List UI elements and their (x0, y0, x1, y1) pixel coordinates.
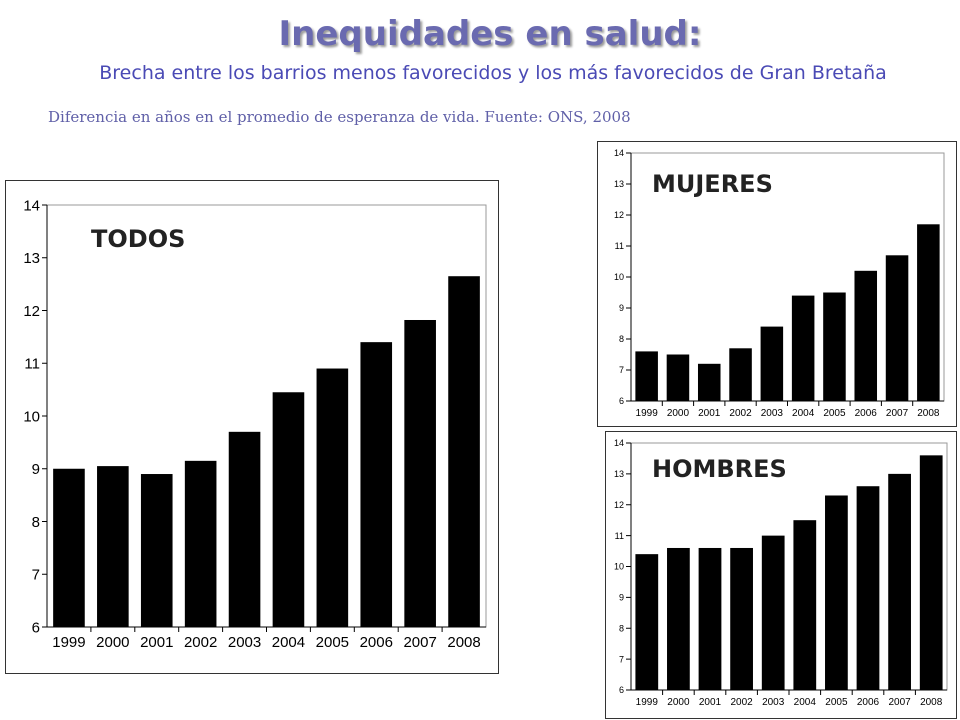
bar-mujeres-2004 (792, 296, 815, 401)
bar-mujeres-2006 (854, 271, 877, 401)
chart-hombres (605, 431, 957, 719)
y-tick-label: 7 (618, 365, 624, 376)
x-tick-label: 2004 (792, 408, 815, 419)
x-tick-label: 2002 (730, 697, 753, 708)
bar-todos-2008 (448, 276, 480, 627)
x-tick-label: 2008 (447, 634, 481, 651)
bar-todos-2003 (229, 432, 261, 627)
bar-todos-2001 (141, 474, 173, 627)
x-tick-label: 2005 (315, 634, 350, 651)
bar-mujeres-2002 (729, 348, 752, 401)
x-tick-label: 2008 (917, 408, 940, 419)
chart-todos-svg (6, 181, 498, 673)
bar-hombres-2006 (857, 486, 880, 690)
y-tick-label: 9 (618, 303, 624, 314)
page-title: Inequidades en salud: (278, 14, 702, 54)
y-tick-label: 10 (23, 408, 40, 426)
y-tick-label: 12 (613, 210, 624, 221)
bar-hombres-2005 (825, 495, 848, 690)
chart-mujeres (597, 141, 957, 427)
x-tick-label: 2006 (854, 408, 877, 419)
chart-mujeres-svg (598, 142, 956, 426)
chart-hombres-svg (606, 432, 956, 718)
bar-todos-2007 (404, 320, 436, 627)
y-tick-label: 8 (31, 513, 40, 531)
x-tick-label: 1999 (635, 697, 658, 708)
y-tick-label: 13 (613, 179, 624, 190)
y-tick-label: 14 (23, 197, 40, 215)
bar-hombres-1999 (635, 554, 658, 690)
x-tick-label: 2001 (698, 408, 721, 419)
x-tick-label: 2000 (96, 634, 130, 651)
x-tick-label: 2007 (403, 634, 437, 651)
chart-label-mujeres: MUJERES (652, 170, 773, 198)
x-tick-label: 2002 (183, 634, 218, 651)
y-tick-label: 6 (618, 685, 624, 696)
x-tick-label: 2003 (760, 408, 783, 419)
x-tick-label: 1999 (635, 408, 658, 419)
x-tick-label: 2008 (920, 697, 943, 708)
bar-hombres-2007 (888, 474, 911, 690)
x-tick-label: 2007 (888, 697, 911, 708)
bar-todos-2002 (185, 461, 217, 627)
y-tick-label: 10 (613, 272, 624, 283)
x-tick-label: 2002 (729, 408, 752, 419)
bar-mujeres-2001 (698, 364, 721, 401)
chart-label-todos: TODOS (91, 225, 186, 253)
bar-mujeres-1999 (635, 351, 658, 401)
y-tick-label: 11 (24, 355, 40, 373)
y-tick-label: 13 (23, 250, 40, 268)
y-tick-label: 8 (618, 334, 624, 345)
y-tick-label: 10 (613, 561, 624, 572)
bar-hombres-2002 (730, 548, 753, 690)
bar-todos-1999 (53, 469, 85, 627)
bar-mujeres-2007 (886, 255, 909, 401)
y-tick-label: 7 (618, 654, 624, 665)
x-tick-label: 2005 (825, 697, 848, 708)
y-tick-label: 11 (614, 241, 624, 252)
bar-hombres-2008 (920, 455, 943, 690)
y-tick-label: 6 (618, 396, 624, 407)
y-tick-label: 11 (614, 530, 624, 541)
x-tick-label: 2006 (856, 697, 880, 708)
y-tick-label: 8 (618, 623, 624, 634)
y-tick-label: 7 (31, 566, 40, 584)
y-tick-label: 13 (613, 469, 624, 480)
y-tick-label: 14 (613, 438, 624, 449)
x-tick-label: 2003 (227, 634, 262, 651)
y-tick-label: 9 (31, 461, 40, 479)
chart-label-hombres: HOMBRES (652, 455, 787, 483)
x-tick-label: 2003 (762, 697, 785, 708)
bar-mujeres-2000 (667, 355, 690, 402)
x-tick-label: 2004 (793, 697, 816, 708)
bar-hombres-2003 (762, 536, 785, 690)
x-tick-label: 1999 (52, 634, 86, 651)
x-tick-label: 2001 (140, 634, 174, 651)
chart-todos (5, 180, 499, 674)
bar-hombres-2000 (667, 548, 690, 690)
bar-todos-2006 (360, 342, 392, 627)
y-tick-label: 12 (613, 499, 624, 510)
y-tick-label: 14 (613, 148, 624, 159)
x-tick-label: 2004 (271, 634, 306, 651)
y-tick-label: 12 (23, 302, 40, 320)
x-tick-label: 2005 (823, 408, 846, 419)
bar-todos-2005 (317, 369, 349, 627)
x-tick-label: 2001 (698, 697, 722, 708)
source-note: Diferencia en años en el promedio de esperanza de vida. Fuente: ONS, 2008 (48, 108, 631, 126)
x-tick-label: 2000 (666, 408, 690, 419)
x-tick-label: 2000 (667, 697, 690, 708)
y-tick-label: 6 (31, 619, 40, 637)
bar-todos-2000 (97, 466, 129, 627)
bar-mujeres-2008 (917, 224, 940, 401)
bar-mujeres-2003 (761, 327, 784, 401)
bar-hombres-2001 (699, 548, 722, 690)
page-subtitle: Brecha entre los barrios menos favorecidos y los más favorecidos de Gran Bretaña (99, 62, 887, 84)
bar-todos-2004 (273, 392, 305, 627)
y-tick-label: 9 (618, 592, 624, 603)
bar-mujeres-2005 (823, 293, 846, 402)
x-tick-label: 2006 (359, 634, 393, 651)
x-tick-label: 2007 (885, 408, 909, 419)
bar-hombres-2004 (793, 520, 816, 690)
